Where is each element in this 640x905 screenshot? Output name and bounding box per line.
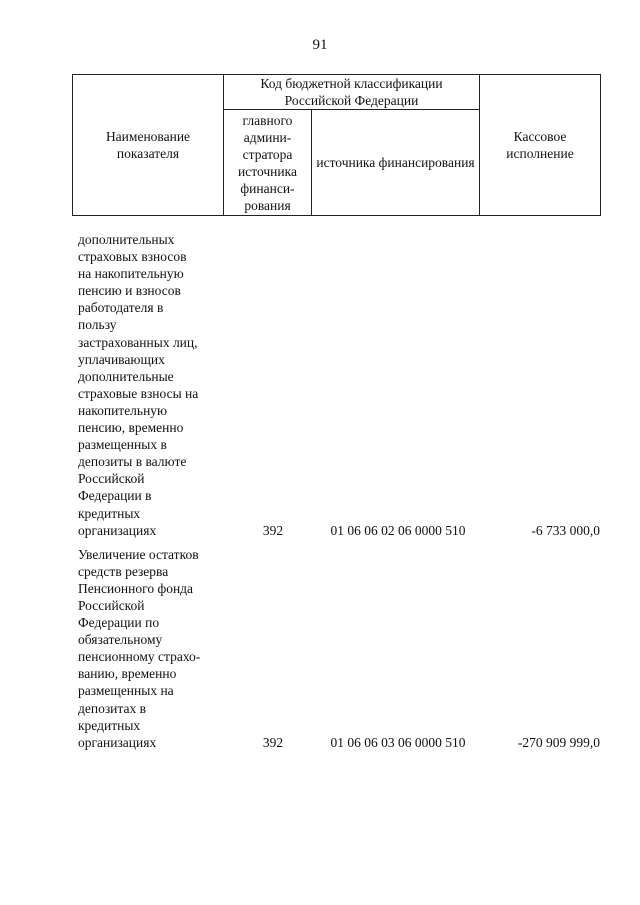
row-source-code: 01 06 06 03 06 0000 510: [330, 734, 466, 750]
column-header-admin: главного админи- стратора источника финанси- рования: [224, 110, 312, 216]
table-row: [78, 231, 600, 546]
row-admin-code: 392: [262, 522, 284, 538]
row-sum: -270 909 999,0: [517, 734, 600, 750]
column-header-name: Наименование показателя: [73, 75, 224, 216]
row-name: дополнительных страховых взносов на накопительную пенсию и взносов работодателя в пользу застрахованных лиц, уплачивающих дополнительные страховые взносы на накопительную пенсию, временно размещенных в депозиты в валюте Российской Федерации в кредитных организациях: [78, 232, 199, 538]
row-name: Увеличение остатков средств резерва Пенсионного фонда Российской Федерации по обязательному пенсионному страхо- ванию, временно размещенных на депозитах в кредитных организациях: [78, 546, 201, 750]
page-number: 91: [312, 37, 328, 53]
column-group-budget-code: Код бюджетной классификации Российской Федерации: [224, 75, 480, 110]
row-admin-code: 392: [262, 734, 284, 750]
column-header-sum: Кассовое исполнение: [480, 75, 601, 216]
row-source-code: 01 06 06 02 06 0000 510: [330, 522, 466, 538]
table-body: [78, 231, 600, 758]
row-sum: -6 733 000,0: [531, 522, 600, 538]
column-header-source: источника финансирования: [312, 110, 480, 216]
table-header: [72, 74, 601, 216]
table-row: [78, 546, 600, 758]
